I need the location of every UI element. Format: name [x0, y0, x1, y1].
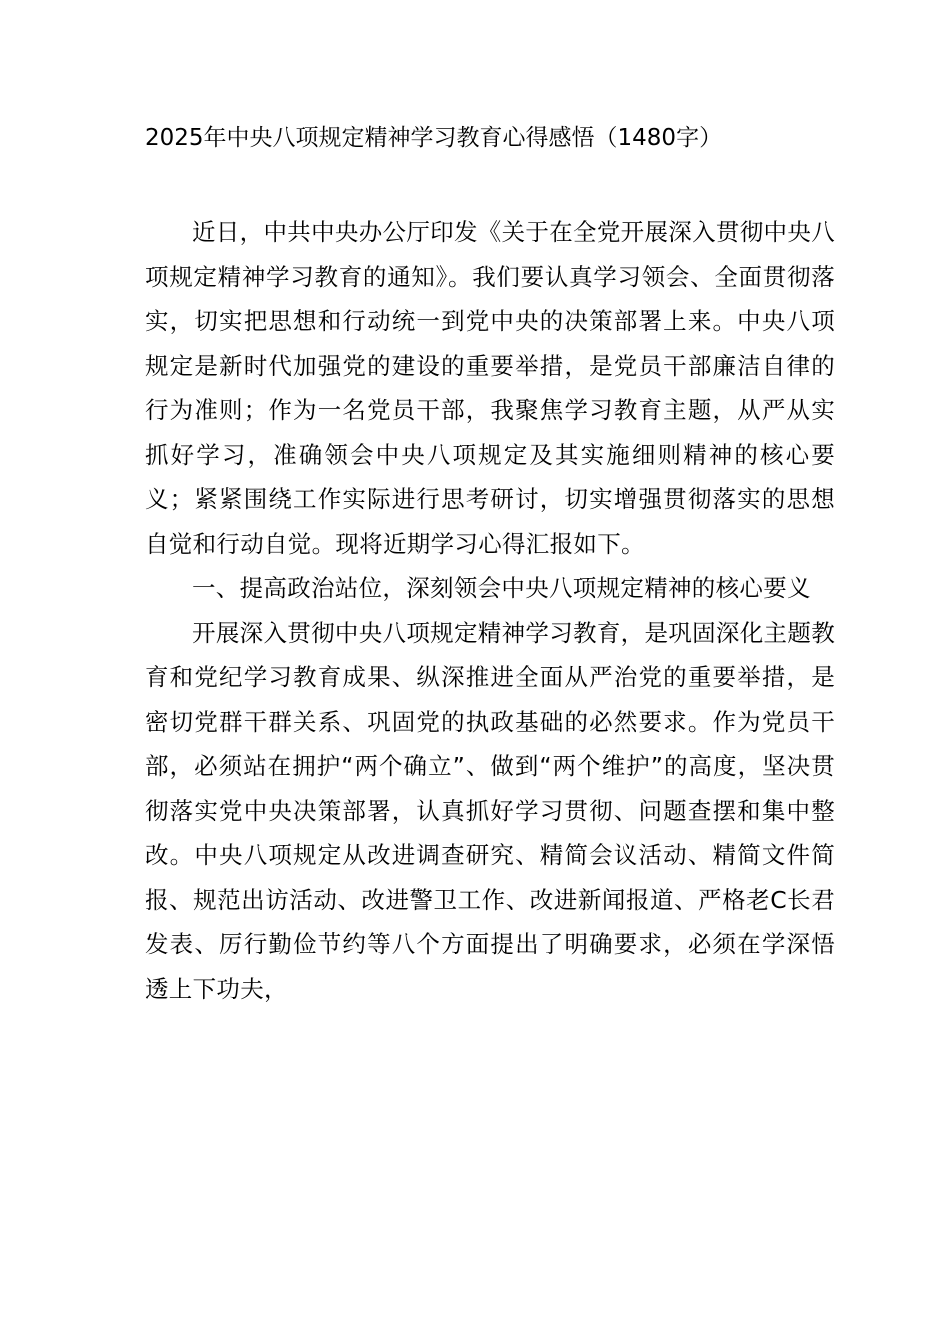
paragraph-intro: 近日，中共中央办公厅印发《关于在全党开展深入贯彻中央八项规定精神学习教育的通知》。我们要认真学习领会、全面贯彻落实，切实把思想和行动统一到党中央的决策部署上来。中央八项规定是新时代加强党的建设的重要举措，是党员干部廉洁自律的行为准则；作为一名党员干部，我聚焦学习教育主题，从严从实抓好学习，准确领会中央八项规定及其实施细则精神的核心要义；紧紧围绕工作实际进行思考研讨，切实增强贯彻落实的思想自觉和行动自觉。现将近期学习心得汇报如下。 [145, 218, 835, 558]
document-title: 2025年中央八项规定精神学习教育心得感悟（1480字） [145, 125, 723, 151]
paragraph-section-1: 开展深入贯彻中央八项规定精神学习教育，是巩固深化主题教育和党纪学习教育成果、纵深推进全面从严治党的重要举措，是密切党群干群关系、巩固党的执政基础的必然要求。作为党员干部，必须站在拥护“两个确立”、做到“两个维护”的高度，坚决贯彻落实党中央决策部署，认真抓好学习贯彻、问题查摆和集中整改。中央八项规定从改进调查研究、精简会议活动、精简文件简报、规范出访活动、改进警卫工作、改进新闻报道、严格老C长君发表、厉行勤俭节约等八个方面提出了明确要求，必须在学深悟透上下功夫， [145, 618, 835, 1003]
section-heading-1: 一、提高政治站位，深刻领会中央八项规定精神的核心要义 [192, 574, 811, 602]
document-body [145, 210, 835, 1011]
